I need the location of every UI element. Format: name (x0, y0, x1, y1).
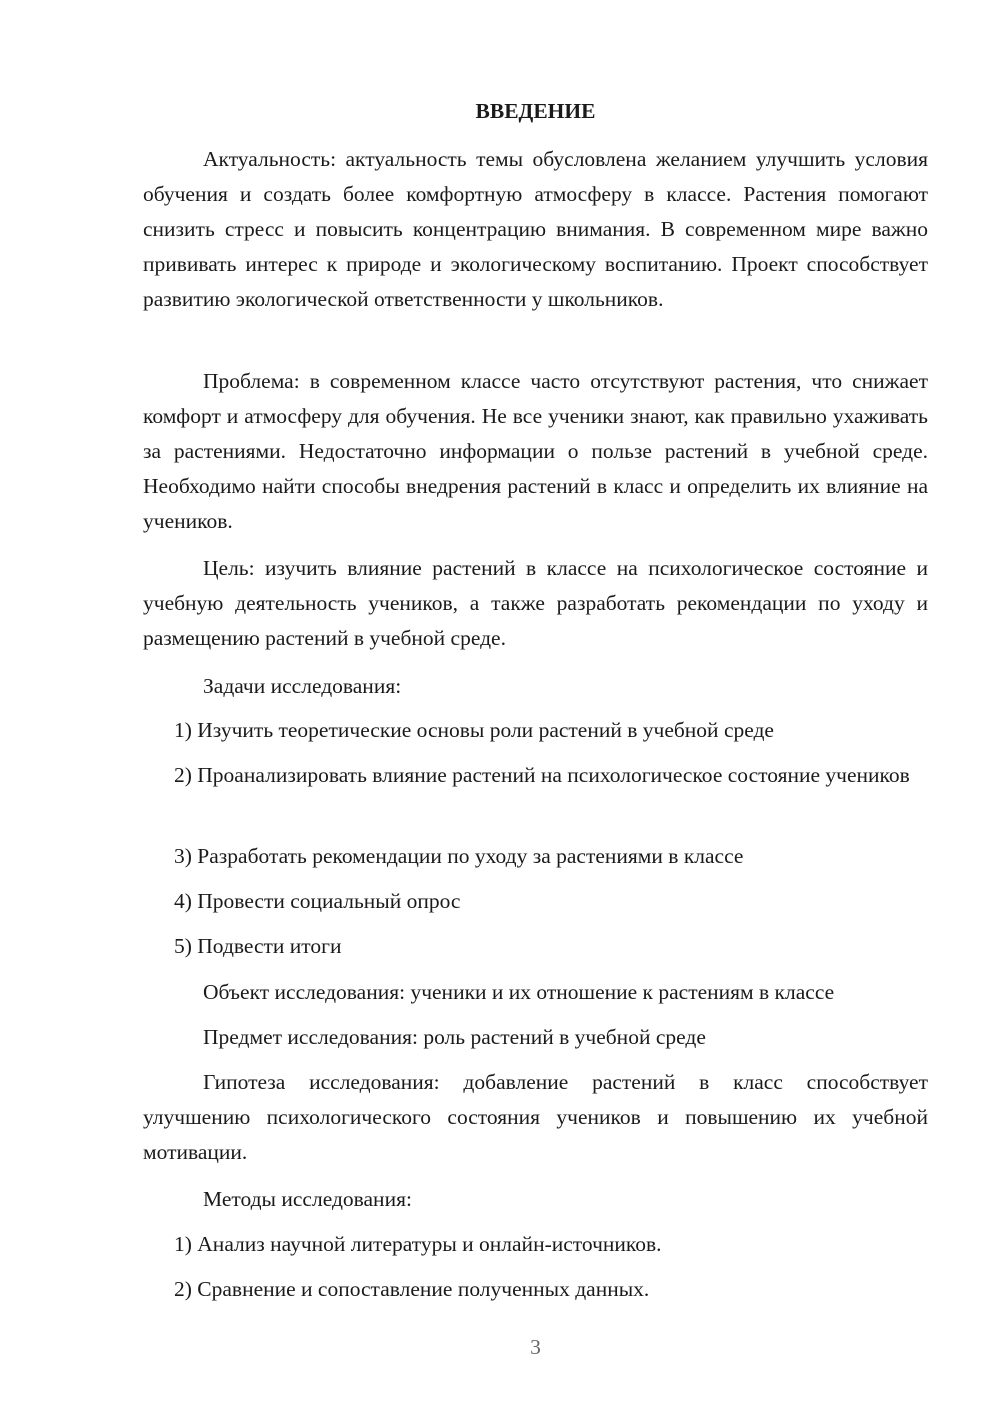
task-item-3: 3) Разработать рекомендации по уходу за растениями в классе (174, 844, 744, 868)
goal-paragraph: Цель: изучить влияние растений в классе на психологическое состояние и учебную деятельность учеников, а также разработать рекомендации по уходу и размещению растений в учебной среде. (143, 556, 928, 650)
tasks-label: Задачи исследования: (203, 674, 402, 698)
hypothesis-paragraph: Гипотеза исследования: добавление растений в класс способствует улучшению психологического состояния учеников и повышению их учебной мотивации. (143, 1070, 928, 1164)
page-number: 3 (530, 1335, 541, 1359)
task-item-1: 1) Изучить теоретические основы роли растений в учебной среде (174, 718, 774, 742)
methods-label: Методы исследования: (203, 1187, 412, 1211)
object-line: Объект исследования: ученики и их отношение к растениям в классе (203, 980, 835, 1004)
problem-paragraph: Проблема: в современном классе часто отсутствуют растения, что снижает комфорт и атмосферу для обучения. Не все ученики знают, как правильно ухаживать за растениями. Недостаточно информации о пользе растений в учебной среде. Необходимо найти способы внедрения растений в класс и определить их влияние на учеников. (143, 369, 928, 533)
method-item-1: 1) Анализ научной литературы и онлайн-источников. (174, 1232, 662, 1256)
task-item-2: 2) Проанализировать влияние растений на психологическое состояние учеников (174, 763, 910, 787)
task-item-4: 4) Провести социальный опрос (174, 889, 461, 913)
task-item-5: 5) Подвести итоги (174, 934, 342, 958)
relevance-paragraph: Актуальность: актуальность темы обусловлена желанием улучшить условия обучения и создать более комфортную атмосферу в классе. Растения помогают снизить стресс и повысить концентрацию внимания. В современном мире важно прививать интерес к природе и экологическому воспитанию. Проект способствует развитию экологической ответственности у школьников. (143, 147, 928, 311)
page-title: ВВЕДЕНИЕ (475, 99, 596, 123)
subject-line: Предмет исследования: роль растений в учебной среде (203, 1025, 706, 1049)
method-item-2: 2) Сравнение и сопоставление полученных данных. (174, 1277, 650, 1301)
